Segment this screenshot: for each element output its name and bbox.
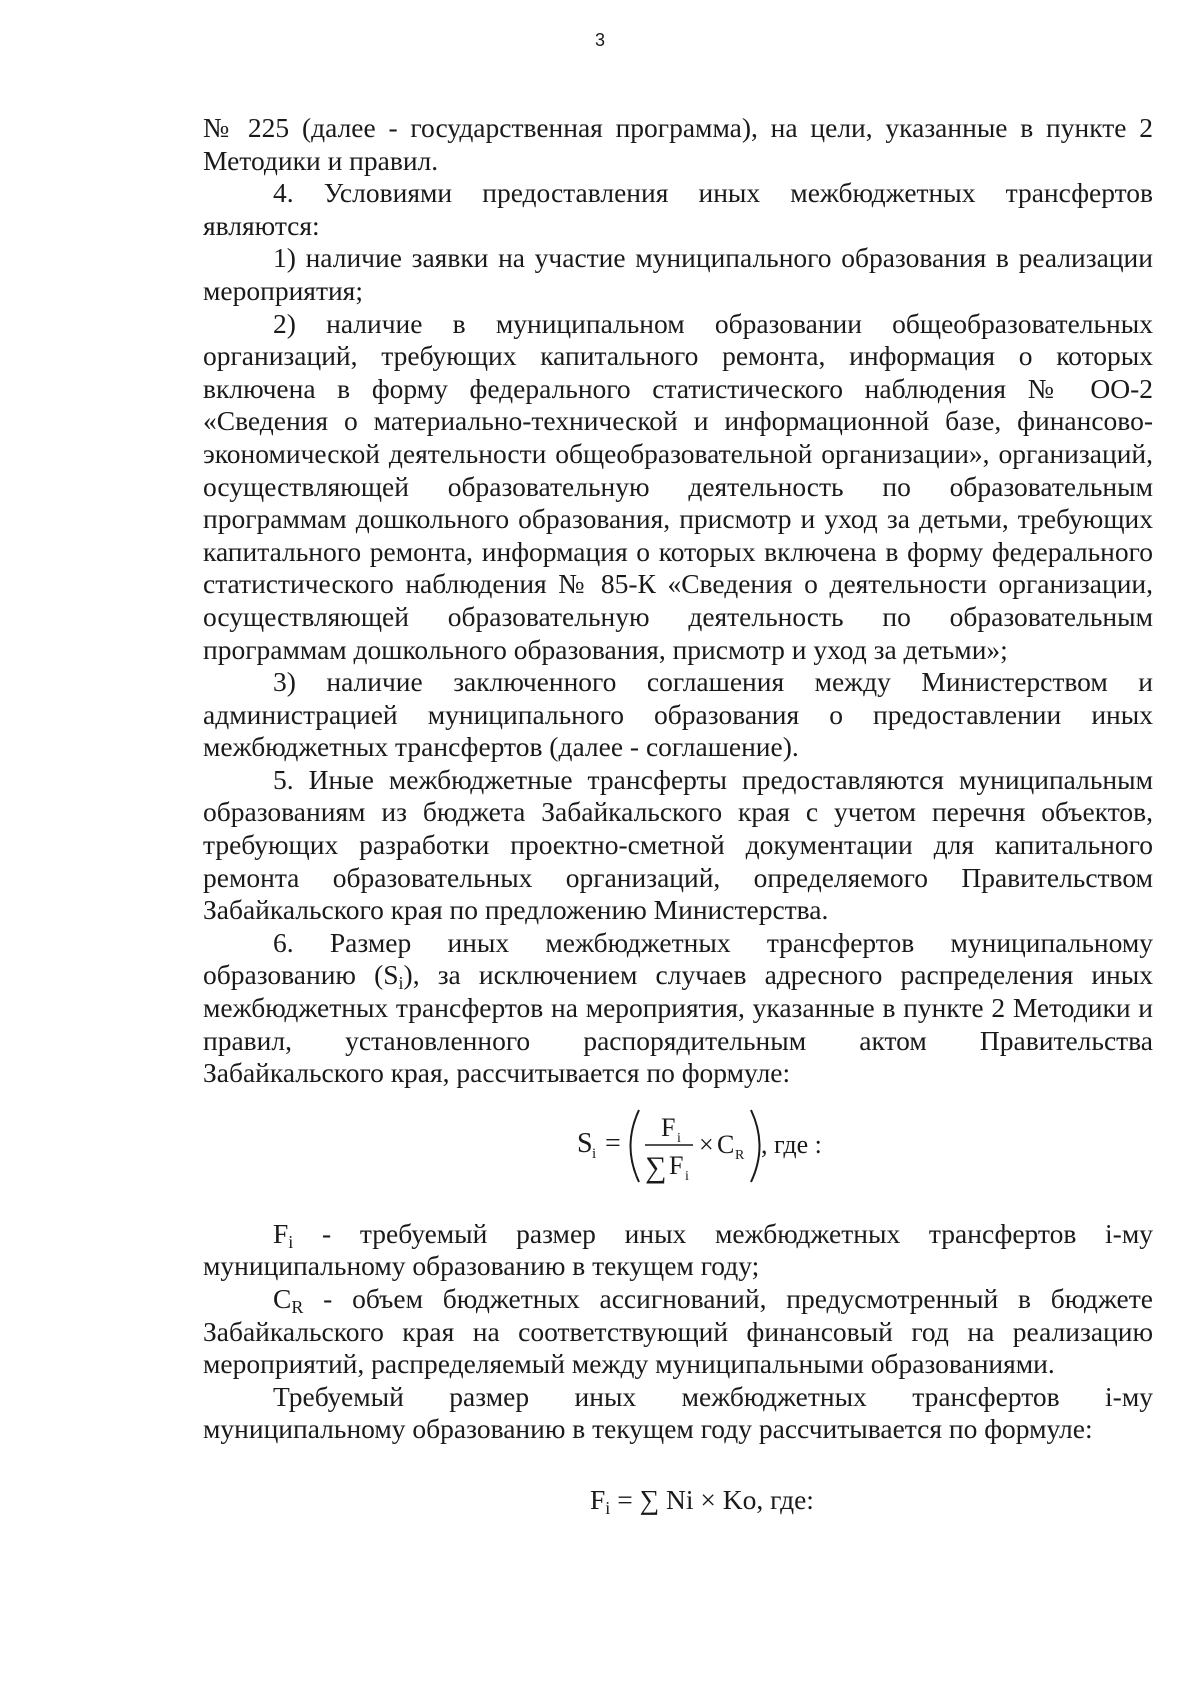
- paragraph-condition-2: 2) наличие в муниципальном образовании общеобразовательных организаций, требующих капитального ремонта, информация о которых включена в форму федерального статистического наблюдения № ОО-2 «Сведения о материально-технической и информационной базе, финансово-экономической деятельности общеобразовательной организации», организаций, осуществляющей образовательную деятельность по образовательным программам дошкольного образования, присмотр и уход за детьми, требующих капитального ремонта, информация о которых включена в форму федерального статистического наблюдения № 85-К «Сведения о деятельности организации, осуществляющей образовательную деятельность по образовательным программам дошкольного образования, присмотр и уход за детьми»;: [203, 307, 1153, 665]
- paragraph-continuation: № 225 (далее - государственная программа), на цели, указанные в пункте 2 Методики и правил.: [203, 112, 1153, 176]
- point-6-subscript: i: [398, 973, 404, 994]
- formula-fi-lhs: F: [590, 1483, 606, 1515]
- formula-times: ×: [699, 1129, 714, 1159]
- page-number: 3: [594, 30, 605, 50]
- definition-fi-sub: i: [288, 1231, 294, 1252]
- definition-fi: [203, 1218, 1153, 1283]
- definition-cr-text: - объем бюджетных ассигнований, предусмотренный в бюджете Забайкальского края на соответствующий финансовый год на реализацию мероприятий, распределяемый между муниципальными образованиями.: [203, 1283, 1153, 1380]
- formula-si-svg: [577, 1106, 837, 1186]
- definition-cr-symbol: C: [273, 1283, 292, 1314]
- formula-right-paren: [751, 1110, 760, 1182]
- formula-tail: , где :: [761, 1129, 822, 1159]
- paragraph-point-5: 5. Иные межбюджетные трансферты предоставляются муниципальным образованиям из бюджета Забайкальского края с учетом перечня объектов, требующих разработки проектно-сметной документации для капитального ремонта образовательных организаций, определяемого Правительством Забайкальского края по предложению Министерства.: [203, 763, 1153, 926]
- definition-fi-text: - требуемый размер иных межбюджетных трансфертов i-му муниципальному образованию в текущем году;: [203, 1217, 1153, 1282]
- formula-c-sub: R: [735, 1147, 745, 1163]
- formula-si-lhs: S: [577, 1127, 593, 1159]
- formula-fi-rhs: = ∑ Ni × Ko, где:: [610, 1483, 814, 1515]
- formula-si-equals: =: [605, 1127, 621, 1159]
- formula-si: [203, 1106, 1153, 1186]
- formula-fi-sub: i: [605, 1497, 611, 1518]
- definition-cr: [203, 1283, 1153, 1381]
- formula-numerator-sub: i: [677, 1130, 681, 1146]
- paragraph-condition-1: 1) наличие заявки на участие муниципального образования в реализации мероприятия;: [203, 242, 1153, 306]
- paragraph-condition-3: 3) наличие заключенного соглашения между Министерством и администрацией муниципального образования о предоставлении иных межбюджетных трансфертов (далее - соглашение).: [203, 666, 1153, 763]
- paragraph-conditions-heading: 4. Условиями предоставления иных межбюджетных трансфертов являются:: [203, 177, 1153, 241]
- paragraph-fi-calculation: Требуемый размер иных межбюджетных трансфертов i-му муниципальному образованию в текущем году рассчитывается по формуле:: [203, 1380, 1153, 1445]
- formula-fi: [203, 1484, 1153, 1524]
- definition-cr-sub: R: [291, 1297, 304, 1317]
- formula-left-paren: [631, 1110, 640, 1182]
- formula-denominator-sub: i: [685, 1168, 689, 1184]
- formula-c: C: [717, 1129, 735, 1159]
- point-6-text-start: 6. Размер иных межбюджетных трансфертов муниципальному образованию (S: [203, 926, 1153, 991]
- formula-numerator: F: [661, 1112, 676, 1142]
- formula-denominator: F: [669, 1150, 684, 1180]
- paragraph-point-6: [203, 927, 1153, 1090]
- formula-si-lhs-sub: i: [592, 1145, 597, 1162]
- point-6-text-end: ), за исключением случаев адресного распределения иных межбюджетных трансфертов на мероприятия, указанные в пункте 2 Методики и правил, установленного распорядительным актом Правительства Забайкальского края, рассчитывается по формуле:: [203, 959, 1153, 1089]
- document-body: [203, 112, 1153, 1524]
- formula-sum-sign: ∑: [645, 1150, 667, 1184]
- definition-fi-symbol: F: [273, 1217, 289, 1249]
